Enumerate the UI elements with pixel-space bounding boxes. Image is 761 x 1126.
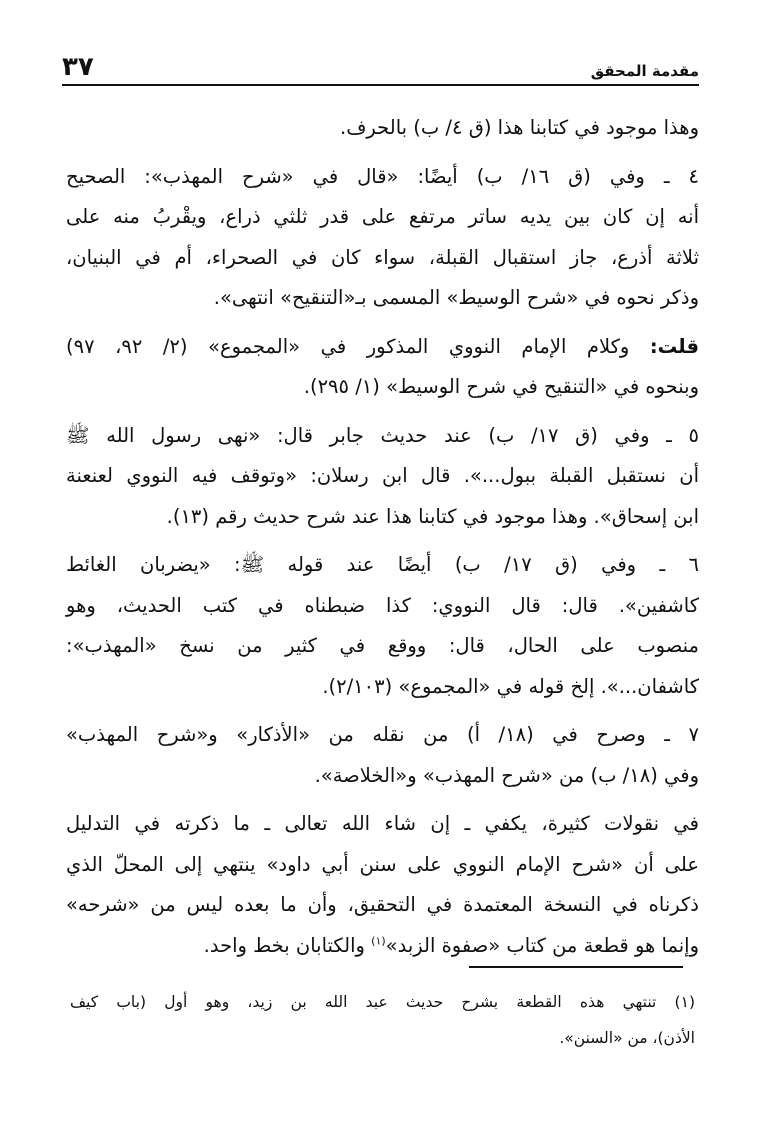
text-line	[66, 327, 699, 368]
paragraph	[66, 715, 699, 796]
footnote-line: (١) تنتهي هذه القطعة بشرح حديث عبد الله بن زيد، وهو أول (باب كيف	[70, 993, 695, 1011]
footnote-line: الأذن)، من «السنن».	[559, 1029, 695, 1047]
text-line: أنه إن كان بين يديه ساتر مرتفع على قدر ثلثي ذراع، ويقْربُ منه على	[66, 205, 699, 228]
text-line: وذكر نحوه في «شرح الوسيط» المسمى بـ«التنقيح» انتهى».	[213, 286, 699, 309]
text-line: ٧ ـ وصرح في (١٨/ أ) من نقله من «الأذكار» و«شرح المهذب»	[66, 723, 699, 746]
text-line: وهذا موجود في كتابنا هذا (ق ٤/ ب) بالحرف.	[340, 116, 699, 139]
text-line: أن نستقبل القبلة ببول...». قال ابن رسلان: «وتوقف فيه النووي لعنعنة	[66, 464, 699, 487]
text-segment: وكلام الإمام النووي المذكور في «المجموع» (٢/ ٩٢، ٩٧)	[66, 334, 630, 358]
paragraph	[66, 108, 699, 149]
page-header	[62, 40, 699, 86]
running-title: مقدمة المحقق	[590, 62, 699, 80]
text-line: منصوب على الحال، قال: ووقع في كثير من نسخ «المهذب»:	[66, 634, 699, 657]
text-line: وبنحوه في «التنقيح في شرح الوسيط» (١/ ٢٩٥).	[303, 375, 699, 398]
text-line: على أن «شرح الإمام النووي على سنن أبي داود» ينتهي إلى المحلّ الذي	[66, 852, 699, 876]
text-line: كاشفان...». إلخ قوله في «المجموع» (٢/١٠٣).	[322, 674, 699, 698]
page-number: ٣٧	[62, 52, 94, 82]
lead-word: قلت:	[649, 334, 699, 358]
footnote	[70, 984, 695, 1056]
paragraph	[66, 157, 699, 319]
text-line: وفي (١٨/ ب) من «شرح المهذب» و«الخلاصة».	[314, 763, 699, 787]
text-line: في نقولات كثيرة، يكفي ـ إن شاء الله تعالى ـ ما ذكرته في التدليل	[66, 812, 699, 835]
text-line: ثلاثة أذرع، جاز استقبال القبلة، سواء كان في الصحراء، أم في البنيان،	[66, 245, 699, 269]
text-line: ابن إسحاق». وهذا موجود في كتابنا هذا عند شرح حديث رقم (١٣).	[166, 504, 699, 528]
text-line: ٥ ـ وفي (ق ١٧/ ب) عند حديث جابر قال: «نهى رسول الله ﷺ	[66, 423, 699, 447]
text-segment: وإنما هو قطعة من كتاب «صفوة الزبد»	[385, 933, 699, 957]
paragraph	[66, 545, 699, 707]
paragraph	[66, 416, 699, 538]
paragraph	[66, 804, 699, 966]
main-text	[66, 108, 699, 974]
footnote-reference: (١)	[371, 934, 386, 947]
text-line: ٤ ـ وفي (ق ١٦/ ب) أيضًا: «قال في «شرح المهذب»: الصحيح	[66, 164, 699, 188]
footnote-separator	[469, 966, 683, 968]
text-line	[66, 926, 699, 967]
text-segment: والكتابان بخط واحد.	[203, 933, 372, 957]
text-line: ٦ ـ وفي (ق ١٧/ ب) أيضًا عند قوله ﷺ: «يضربان الغائط	[66, 553, 699, 576]
text-line: كاشفين». قال: قال النووي: كذا ضبطناه في كتب الحديث، وهو	[66, 593, 699, 617]
paragraph	[66, 327, 699, 408]
text-line: ذكرناه في النسخة المعتمدة في التحقيق، وأن ما بعده ليس من «شرحه»	[66, 893, 699, 916]
